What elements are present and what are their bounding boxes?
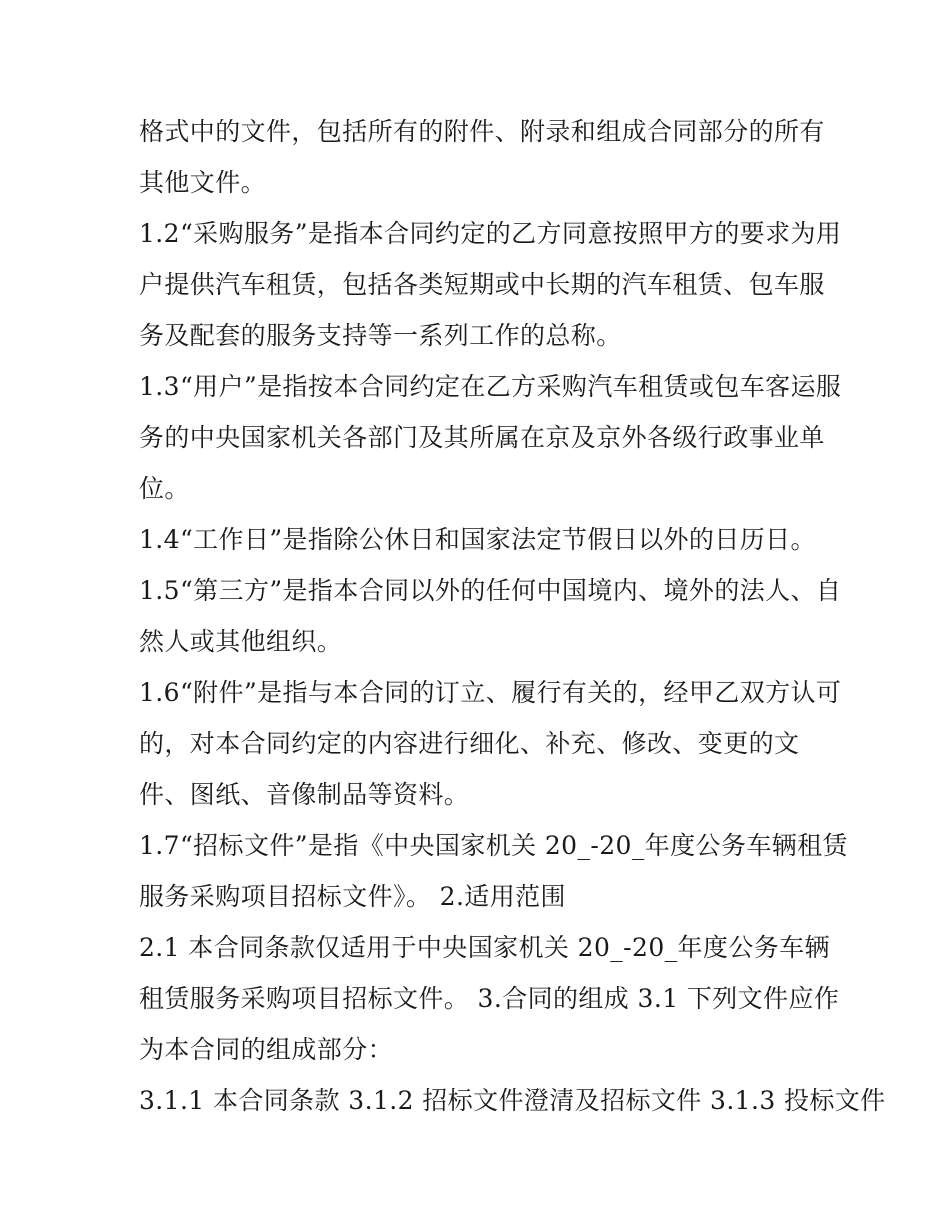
text-line: 务的中央国家机关各部门及其所属在京及京外各级行政事业单 bbox=[139, 423, 825, 452]
clause-3-1-1: 3.1.1 本合同条款 3.1.2 招标文件澄清及招标文件 3.1.3 投标文件 bbox=[139, 1086, 886, 1115]
text-line: 位。 bbox=[139, 474, 190, 503]
text-line: 格式中的文件，包括所有的附件、附录和组成合同部分的所有 bbox=[139, 117, 825, 146]
text-line: 户提供汽车租赁，包括各类短期或中长期的汽车租赁、包车服 bbox=[139, 270, 825, 299]
clause-2-1: 2.1 本合同条款仅适用于中央国家机关 20_-20_年度公务车辆 bbox=[139, 933, 830, 962]
document-body bbox=[139, 106, 886, 1126]
text-line: 务及配套的服务支持等一系列工作的总称。 bbox=[139, 321, 622, 350]
text-line: 服务采购项目招标文件》。 2.适用范围 bbox=[139, 882, 566, 911]
clause-1-7: 1.7“招标文件”是指《中央国家机关 20_-20_年度公务车辆租赁 bbox=[139, 831, 848, 860]
clause-1-6: 1.6“附件”是指与本合同的订立、履行有关的，经甲乙双方认可 bbox=[139, 678, 842, 707]
clause-1-5: 1.5“第三方”是指本合同以外的任何中国境内、境外的法人、自 bbox=[139, 576, 842, 605]
clause-1-2: 1.2“采购服务”是指本合同约定的乙方同意按照甲方的要求为用 bbox=[139, 219, 842, 248]
text-line: 为本合同的组成部分： bbox=[139, 1035, 394, 1064]
text-line: 件、图纸、音像制品等资料。 bbox=[139, 780, 470, 809]
clause-1-4: 1.4“工作日”是指除公休日和国家法定节假日以外的日历日。 bbox=[139, 525, 816, 554]
text-line: 租赁服务采购项目招标文件。 3.合同的组成 3.1 下列文件应作 bbox=[139, 984, 840, 1013]
text-line: 的，对本合同约定的内容进行细化、补充、修改、变更的文 bbox=[139, 729, 800, 758]
text-line: 其他文件。 bbox=[139, 168, 267, 197]
text-line: 然人或其他组织。 bbox=[139, 627, 343, 656]
clause-1-3: 1.3“用户”是指按本合同约定在乙方采购汽车租赁或包车客运服 bbox=[139, 372, 842, 401]
